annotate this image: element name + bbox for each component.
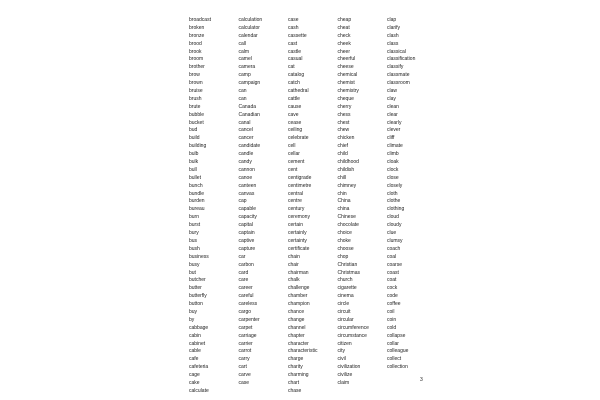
word-entry: canteen [238, 182, 257, 189]
word-entry: coffee [387, 301, 401, 308]
word-entry: cent [288, 166, 298, 173]
word-entry: brown [189, 80, 203, 87]
word-entry: cash [288, 24, 299, 31]
word-entry: capacity [238, 214, 257, 221]
word-entry: collection [387, 364, 408, 371]
word-entry: capital [238, 222, 253, 229]
word-entry: climb [387, 151, 399, 158]
word-entry: cherry [337, 103, 352, 110]
word-entry: clock [387, 166, 399, 173]
word-entry: carbon [238, 261, 254, 268]
word-entry: carrier [238, 340, 253, 347]
word-entry: cattle [288, 95, 300, 102]
word-entry: century [288, 206, 305, 213]
word-entry: bronze [189, 32, 205, 39]
word-entry: carry [238, 356, 250, 363]
word-entry: careless [238, 301, 258, 308]
word-entry: Chinese [337, 214, 356, 221]
word-entry: calculator [238, 24, 260, 31]
word-entry: cafe [189, 356, 199, 363]
word-entry: chocolate [337, 222, 359, 229]
word-column-4 [338, 17, 388, 396]
word-entry: centigrade [288, 174, 312, 181]
word-entry: change [288, 316, 305, 323]
word-entry: ceremony [288, 214, 310, 221]
word-list-grid [189, 17, 437, 396]
word-entry: carpenter [238, 316, 260, 323]
word-entry: choke [337, 237, 351, 244]
word-entry: cigarette [337, 285, 357, 292]
word-entry: coach [387, 245, 401, 252]
word-entry: cannon [238, 166, 255, 173]
word-entry: cassette [288, 32, 307, 39]
word-entry: bus [189, 237, 198, 244]
word-entry: cathedral [288, 88, 309, 95]
word-entry: bush [189, 245, 200, 252]
word-entry: campaign [238, 80, 261, 87]
word-entry: case [238, 379, 250, 386]
word-entry: capable [238, 206, 257, 213]
word-entry: class [387, 40, 399, 47]
word-entry: cold [387, 324, 397, 331]
word-entry: captain [238, 230, 255, 237]
word-entry: code [387, 293, 398, 300]
word-entry: clean [387, 103, 399, 110]
word-entry: cart [238, 364, 247, 371]
word-entry: cheerful [337, 56, 356, 63]
word-entry: cave [288, 111, 299, 118]
word-entry: case [288, 17, 299, 23]
word-entry: clear [387, 111, 398, 118]
word-entry: chess [337, 111, 351, 118]
word-entry: chair [288, 261, 299, 268]
word-entry: brother [189, 64, 205, 71]
word-entry: captive [238, 237, 255, 244]
word-entry: by [189, 316, 195, 323]
word-entry: brood [189, 40, 202, 47]
word-entry: characteristic [288, 348, 318, 355]
word-entry: centre [288, 198, 302, 205]
word-entry: city [337, 348, 345, 355]
word-entry: clever [387, 127, 401, 134]
word-entry: coarse [387, 261, 403, 268]
word-entry: church [337, 277, 353, 284]
word-entry: canoe [238, 174, 253, 181]
word-entry: civilization [337, 364, 361, 371]
word-entry: cancer [238, 135, 254, 142]
word-entry: candle [238, 151, 254, 158]
word-entry: chief [337, 143, 349, 150]
word-entry: central [288, 190, 304, 197]
word-entry: centimetre [288, 182, 312, 189]
word-entry: career [238, 285, 253, 292]
word-entry: citizen [337, 340, 352, 347]
word-entry: civil [337, 356, 346, 363]
word-entry: Christian [337, 261, 358, 268]
word-entry: cargo [238, 308, 252, 315]
word-entry: circumstance [337, 332, 367, 339]
word-entry: check [337, 32, 351, 39]
word-entry: clue [387, 230, 397, 237]
word-entry: calculation [238, 17, 263, 23]
word-entry: but [189, 269, 196, 276]
word-entry: cheat [337, 24, 350, 31]
word-entry: chalk [288, 277, 300, 284]
word-entry: chance [288, 308, 305, 315]
word-column-1 [189, 17, 239, 396]
word-entry: cat [288, 64, 295, 71]
word-entry: chase [288, 387, 302, 394]
word-entry: cafeteria [189, 364, 209, 371]
word-entry: brute [189, 103, 201, 110]
word-entry: burst [189, 222, 201, 229]
word-entry: champion [288, 301, 310, 308]
word-entry: calculate [189, 387, 209, 394]
word-entry: bulb [189, 151, 199, 158]
word-entry: cheese [337, 64, 354, 71]
word-entry: certain [288, 222, 304, 229]
word-entry: choose [337, 245, 354, 252]
word-entry: clay [387, 95, 396, 102]
word-entry: chop [337, 253, 349, 260]
word-entry: cliff [387, 135, 395, 142]
word-entry: clap [387, 17, 397, 23]
word-column-3 [288, 17, 338, 396]
word-entry: bunch [189, 182, 203, 189]
word-entry: chin [337, 190, 347, 197]
word-entry: bull [189, 166, 197, 173]
word-entry: car [238, 253, 246, 260]
word-entry: cage [189, 372, 200, 379]
word-entry: butter [189, 285, 202, 292]
word-entry: call [238, 40, 247, 47]
word-entry: burden [189, 198, 205, 205]
word-entry: cabin [189, 332, 201, 339]
word-entry: child [337, 151, 348, 158]
word-entry: cheque [337, 95, 354, 102]
word-entry: clothing [387, 206, 405, 213]
word-entry: butcher [189, 277, 206, 284]
word-entry: chicken [337, 135, 355, 142]
word-entry: cell [288, 143, 296, 150]
word-entry: camp [238, 72, 251, 79]
word-entry: Christmas [337, 269, 361, 276]
word-entry: business [189, 253, 209, 260]
word-entry: clarify [387, 24, 401, 31]
word-entry: cease [288, 119, 302, 126]
word-entry: clumsy [387, 237, 403, 244]
word-entry: cabinet [189, 340, 206, 347]
word-entry: canvas [238, 190, 255, 197]
word-entry: candidate [238, 143, 261, 150]
word-entry: buy [189, 308, 198, 315]
word-entry: certificate [288, 245, 310, 252]
word-entry: collect [387, 356, 402, 363]
word-entry: classical [387, 48, 406, 55]
word-entry: brow [189, 72, 200, 79]
word-entry: china [337, 206, 350, 213]
word-column-2 [239, 17, 289, 396]
word-entry: cable [189, 348, 201, 355]
word-entry: channel [288, 324, 306, 331]
word-entry: bullet [189, 174, 201, 181]
word-entry: canal [238, 119, 251, 126]
word-entry: chamber [288, 293, 308, 300]
word-entry: coast [387, 269, 399, 276]
word-entry: bubble [189, 111, 205, 118]
word-entry: carriage [238, 332, 257, 339]
word-entry: chest [337, 119, 350, 126]
word-entry: can [238, 95, 247, 102]
word-entry: classification [387, 56, 416, 63]
word-entry: coal [387, 253, 397, 260]
word-entry: character [288, 340, 309, 347]
word-entry: chill [337, 174, 347, 181]
word-entry: cloudy [387, 222, 402, 229]
word-entry: butterfly [189, 293, 207, 300]
word-entry: China [337, 198, 351, 205]
word-entry: calendar [238, 32, 258, 39]
word-entry: circumference [337, 324, 369, 331]
word-entry: clearly [387, 119, 402, 126]
word-entry: choice [337, 230, 352, 237]
word-entry: claim [337, 379, 350, 386]
word-entry: celebrate [288, 135, 309, 142]
word-entry: cabbage [189, 324, 209, 331]
word-entry: cheap [337, 17, 352, 23]
word-entry: carpet [238, 324, 253, 331]
word-entry: cause [288, 103, 302, 110]
word-entry: cancel [238, 127, 253, 134]
word-entry: circular [337, 316, 354, 323]
word-entry: civilize [337, 372, 353, 379]
word-entry: cock [387, 285, 398, 292]
word-entry: coin [387, 316, 397, 323]
word-entry: can [238, 88, 247, 95]
word-entry: bulk [189, 159, 199, 166]
word-entry: cake [189, 379, 200, 386]
word-entry: candy [238, 159, 252, 166]
word-entry: circle [337, 301, 350, 308]
word-entry: chew [337, 127, 350, 134]
word-entry: bucket [189, 119, 204, 126]
word-entry: care [238, 277, 249, 284]
word-entry: carrot [238, 348, 252, 355]
word-entry: circuit [337, 308, 351, 315]
word-entry: chairman [288, 269, 309, 276]
word-entry: colleague [387, 348, 409, 355]
word-entry: calm [238, 48, 250, 55]
word-entry: brush [189, 95, 202, 102]
word-entry: charming [288, 372, 309, 379]
word-entry: ceiling [288, 127, 303, 134]
word-entry: close [387, 174, 399, 181]
word-entry: charge [288, 356, 304, 363]
word-entry: collar [387, 340, 399, 347]
word-entry: button [189, 301, 203, 308]
word-entry: certainty [288, 237, 307, 244]
word-entry: coil [387, 308, 395, 315]
word-entry: cap [238, 198, 247, 205]
word-entry: classroom [387, 80, 410, 87]
word-entry: classmate [387, 72, 410, 79]
word-entry: cast [288, 40, 298, 47]
word-entry: camel [238, 56, 252, 63]
word-entry: carve [238, 372, 251, 379]
word-entry: cheek [337, 40, 351, 47]
word-entry: childish [337, 166, 355, 173]
word-entry: camera [238, 64, 256, 71]
word-entry: charity [288, 364, 303, 371]
word-entry: chemical [337, 72, 358, 79]
word-entry: clothe [387, 198, 401, 205]
word-entry: broom [189, 56, 204, 63]
word-entry: cloak [387, 159, 399, 166]
word-entry: bureau [189, 206, 205, 213]
word-entry: brook [189, 48, 202, 55]
word-entry: broadcast [189, 17, 211, 23]
word-entry: certainly [288, 230, 307, 237]
word-entry: coat [387, 277, 397, 284]
word-entry: cement [288, 159, 305, 166]
word-entry: claw [387, 88, 398, 95]
word-entry: clash [387, 32, 399, 39]
word-entry: careful [238, 293, 254, 300]
word-entry: capture [238, 245, 256, 252]
word-entry: cinema [337, 293, 354, 300]
word-entry: cheer [337, 48, 351, 55]
word-entry: challenge [288, 285, 310, 292]
word-entry: busy [189, 261, 200, 268]
word-entry: burn [189, 214, 200, 221]
word-entry: chimney [337, 182, 357, 189]
word-entry: casual [288, 56, 303, 63]
word-entry: cellar [288, 151, 300, 158]
word-entry: bury [189, 230, 199, 237]
word-entry: collapse [387, 332, 406, 339]
word-entry: cloth [387, 190, 398, 197]
word-entry: chemist [337, 80, 355, 87]
word-entry: chapter [288, 332, 305, 339]
page-number: 3 [420, 377, 423, 383]
word-entry: catalog [288, 72, 305, 79]
word-entry: broken [189, 24, 205, 31]
word-entry: Canadian [238, 111, 260, 118]
word-entry: chart [288, 379, 300, 386]
word-entry: building [189, 143, 207, 150]
word-entry: climate [387, 143, 403, 150]
word-column-5 [387, 17, 437, 396]
word-entry: chain [288, 253, 300, 260]
word-entry: bruise [189, 88, 203, 95]
word-entry: childhood [337, 159, 359, 166]
word-entry: chemistry [337, 88, 359, 95]
word-entry: closely [387, 182, 403, 189]
word-entry: classify [387, 64, 404, 71]
word-entry: castle [288, 48, 302, 55]
word-entry: bud [189, 127, 198, 134]
word-entry: Canada [238, 103, 257, 110]
word-entry: cloud [387, 214, 399, 221]
word-entry: catch [288, 80, 300, 87]
word-entry: bundle [189, 190, 205, 197]
word-entry: build [189, 135, 200, 142]
word-entry: card [238, 269, 249, 276]
